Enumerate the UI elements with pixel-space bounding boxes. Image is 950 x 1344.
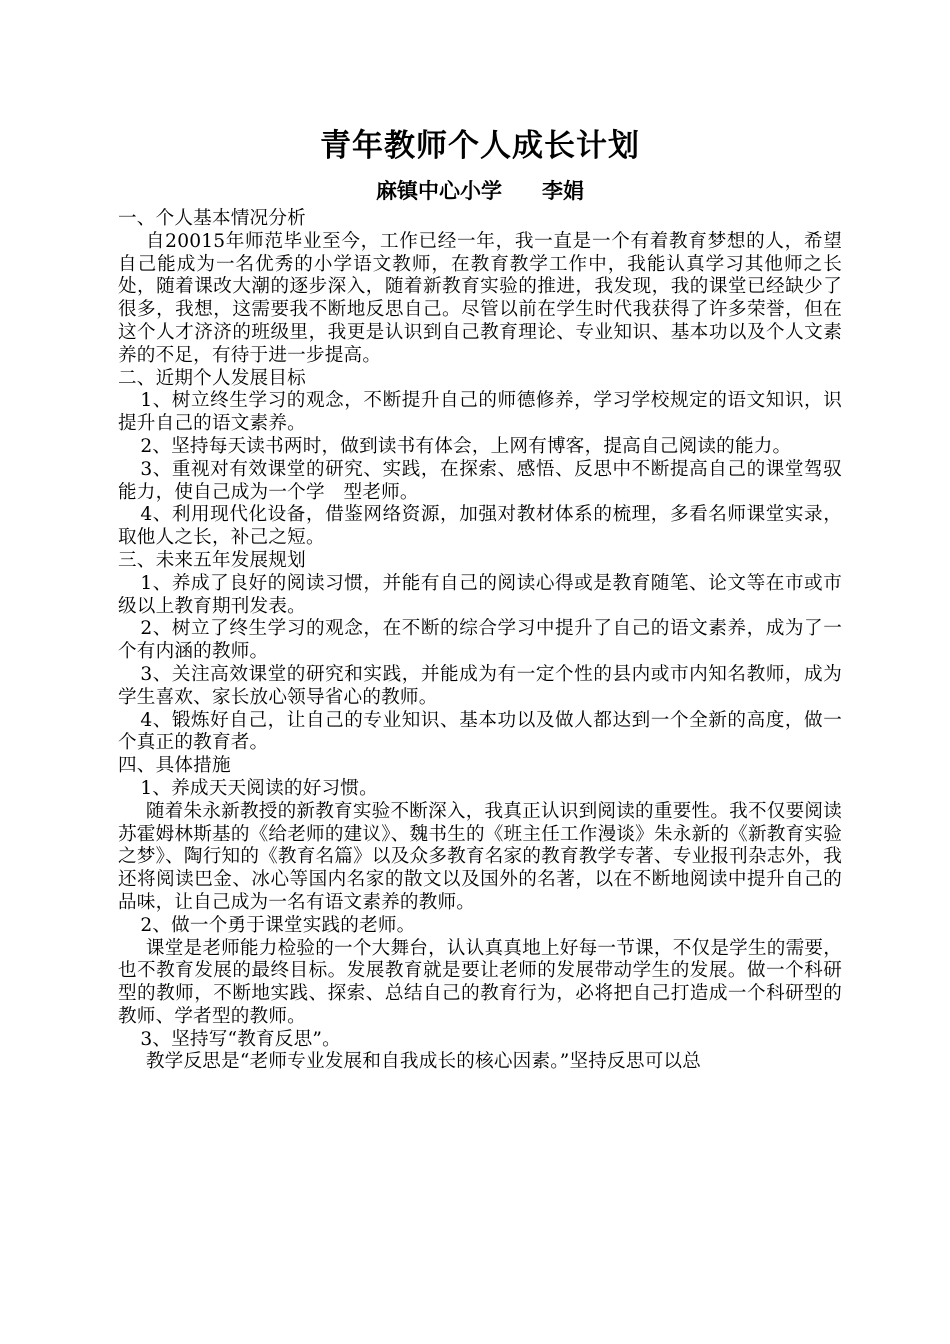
- goal-item: 2、坚持每天读书两时，做到读书有体会，上网有博客，提高自己阅读的能力。: [140, 435, 792, 457]
- plan-item: 4、锻炼好自己，让自己的专业知识、基本功以及做人都达到一个全新的高度，做一个真正的教育者。: [118, 709, 842, 754]
- plan-item: 1、养成了良好的阅读习惯，并能有自己的阅读心得或是教育随笔、论文等在市或市级以上教育期刊发表。: [118, 572, 842, 617]
- body-paragraph: 随着朱永新教授的新教育实验不断深入，我真正认识到阅读的重要性。我不仅要阅读苏霍姆林斯基的《给老师的建议》、魏书生的《班主任工作漫谈》朱永新的《新教育实验之梦》、陶行知的《教育名篇》以及众多教育名家的教育教学专著、专业报刊杂志外，我还将阅读巴金、冰心等国内名家的散文以及国外的名著，以在不断地阅读中提升自己的品味，让自己成为一名有语文素养的教师。: [118, 800, 842, 913]
- measure-item: 1、养成天天阅读的好习惯。: [140, 777, 378, 799]
- author-name: 李娟: [542, 179, 584, 203]
- body-paragraph: 自20015年师范毕业至今，工作已经一年，我一直是一个有着教育梦想的人，希望自己能成为一名优秀的小学语文教师，在教育教学工作中，我能认真学习其他师之长处，随着课改大潮的逐步深入，随着新教育实验的推进，我发现，我的课堂已经缺少了很多，我想，这需要我不断地反思自己。尽管以前在学生时代我获得了许多荣誉，但在这个人才济济的班级里，我更是认识到自己教育理论、专业知识、基本功以及个人文素养的不足，有待于进一步提高。: [118, 230, 842, 366]
- section-heading: 一、个人基本情况分析: [118, 208, 306, 229]
- section-heading: 二、近期个人发展目标: [118, 367, 306, 389]
- document-body: [118, 208, 842, 1074]
- plan-item: 3、关注高效课堂的研究和实践，并能成为有一定个性的县内或市内知名教师，成为学生喜欢、家长放心领导省心的教师。: [118, 663, 842, 708]
- plan-item: 2、树立了终生学习的观念，在不断的综合学习中提升了自己的语文素养，成为了一个有内涵的教师。: [118, 618, 842, 663]
- document-title: 青年教师个人成长计划: [320, 128, 640, 164]
- goal-item: 1、树立终生学习的观念，不断提升自己的师德修养，学习学校规定的语文知识，识提升自己的语文素养。: [118, 390, 842, 435]
- section-heading: 三、未来五年发展规划: [118, 549, 306, 571]
- document-page: [118, 122, 842, 1074]
- author-school: 麻镇中心小学: [376, 179, 502, 203]
- body-paragraph: 教学反思是“老师专业发展和自我成长的核心因素。”坚持反思可以总: [145, 1051, 702, 1073]
- body-paragraph: 课堂是老师能力检验的一个大舞台，认认真真地上好每一节课，不仅是学生的需要，也不教育发展的最终目标。发展教育就是要让老师的发展带动学生的发展。做一个科研型的教师，不断地实践、探索、总结自己的教育行为，必将把自己打造成一个科研型的教师、学者型的教师。: [118, 937, 842, 1027]
- section-heading: 四、具体措施: [118, 755, 231, 777]
- measure-item: 2、做一个勇于课堂实践的老师。: [140, 914, 416, 936]
- document-byline: [118, 174, 842, 208]
- goal-item: 3、重视对有效课堂的研究、实践，在探索、感悟、反思中不断提高自己的课堂驾驭能力，使自己成为一个学 型老师。: [118, 458, 842, 503]
- measure-item: 3、坚持写“教育反思”。: [140, 1028, 341, 1050]
- goal-item: 4、利用现代化设备，借鉴网络资源，加强对教材体系的梳理，多看名师课堂实录，取他人之长，补己之短。: [118, 504, 842, 549]
